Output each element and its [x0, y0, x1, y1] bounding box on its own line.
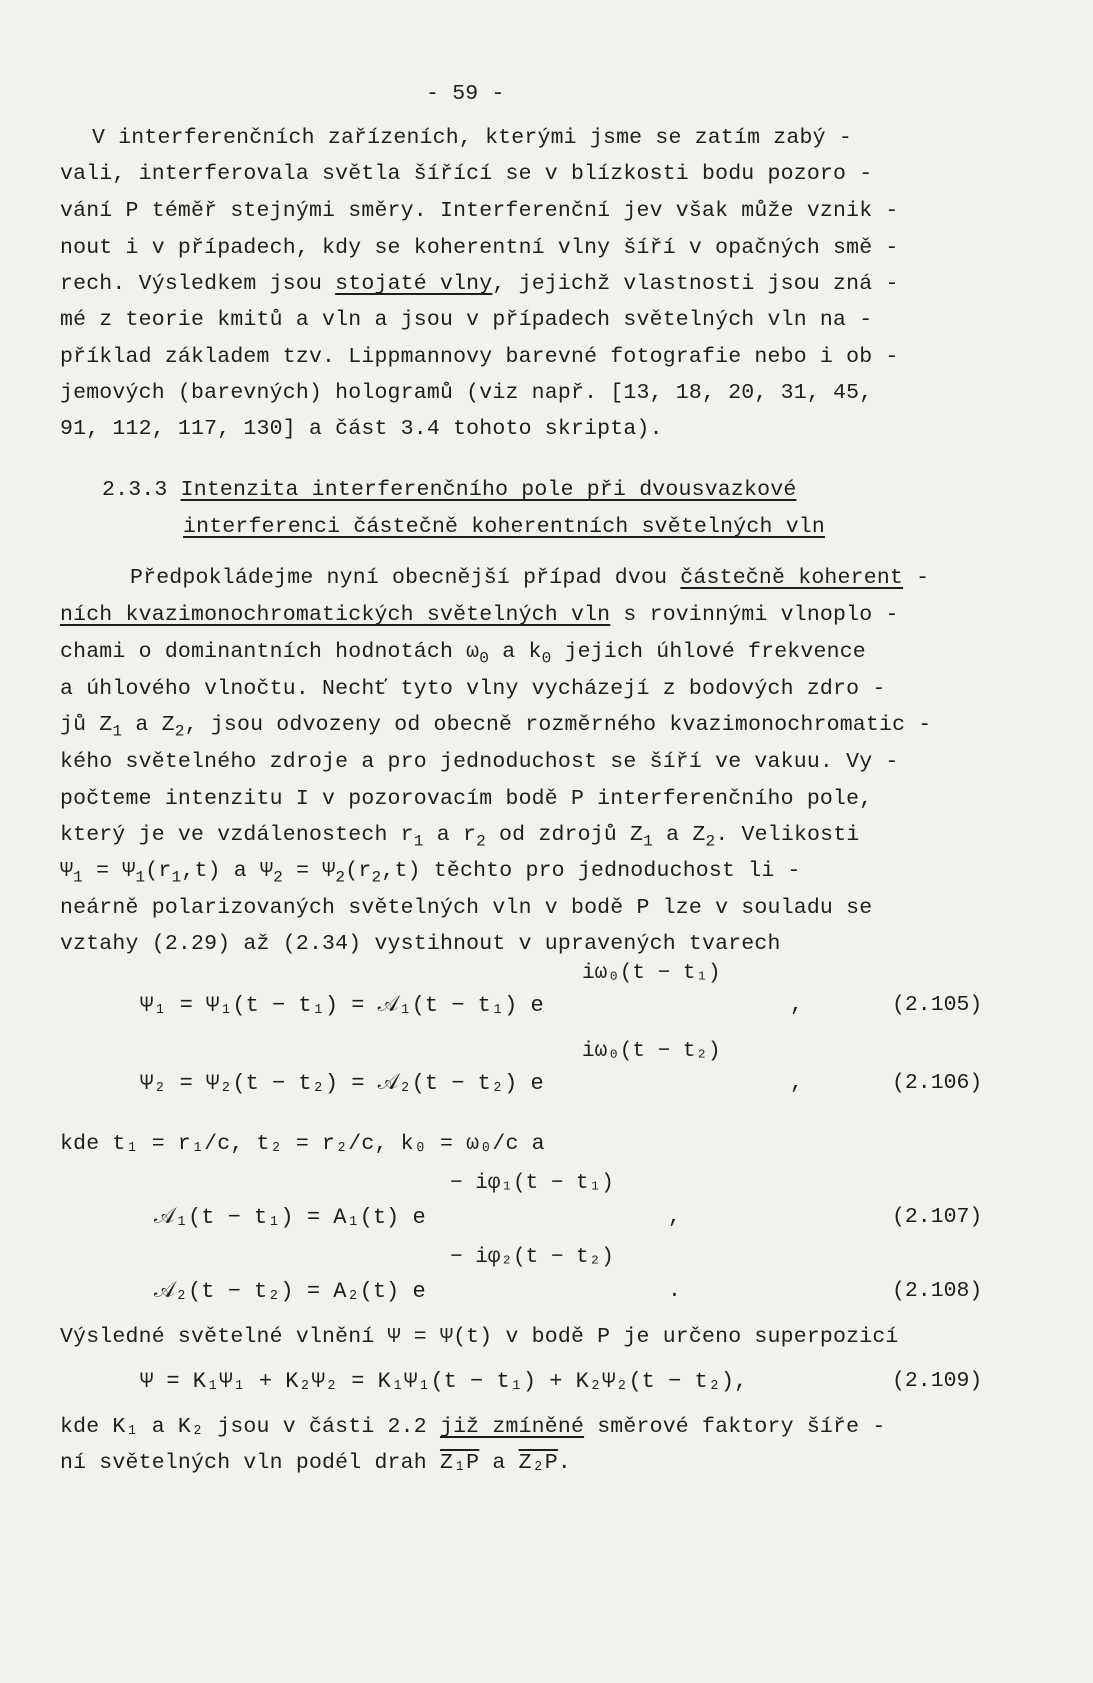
p1-line-8: jemových (barevných) hologramů (viz např. [13, 18, 20, 31, 45, [60, 381, 873, 405]
section-heading-line-2 [183, 515, 825, 539]
p2-l9l: 2 [371, 868, 382, 887]
p2-l1b: částečně koherent [680, 566, 904, 590]
p2-l5e: , jsou odvozeny od obecně rozměrného kvazimonochromatic - [184, 713, 932, 737]
p2-l8i: . Velikosti [715, 823, 860, 847]
p2-line-9 [60, 859, 801, 887]
term-standing-waves: stojaté vlny [335, 272, 493, 296]
p2-l9a: Ψ [60, 859, 74, 883]
p2-l9e: (r [145, 859, 172, 883]
eq-106-punct: , [790, 1071, 803, 1095]
eq-108-number: (2.108) [892, 1279, 983, 1303]
p1-line-1: V interferenčních zařízeních, kterými jsme se zatím zabý - [92, 126, 852, 150]
eq-105-body: Ψ₁ = Ψ₁(t − t₁) = 𝒜₁(t − t₁) e [140, 993, 544, 1018]
p2-l8a: který je ve vzdálenostech r [60, 823, 414, 847]
final-l2d: Z₂P [518, 1451, 558, 1475]
p2-line-10: neárně polarizovaných světelných vln v bodě P lze v souladu se [60, 896, 873, 920]
final-l2a: ní světelných vln podél drah [60, 1451, 440, 1475]
eq-106-number: (2.106) [892, 1071, 983, 1095]
p2-l9b: 1 [73, 868, 83, 887]
p2-l8h: 2 [705, 832, 716, 851]
p2-line-8 [60, 823, 860, 851]
final-line-2 [60, 1451, 571, 1475]
eq-108-punct: . [668, 1279, 681, 1303]
p2-l8c: a r [423, 823, 477, 847]
section-heading-line-1 [102, 478, 796, 502]
eq-109-body: Ψ = K₁Ψ₁ + K₂Ψ₂ = K₁Ψ₁(t − t₁) + K₂Ψ₂(t − t₂), [140, 1369, 748, 1394]
page-number: - 59 - [426, 82, 505, 106]
p2-l9k: (r [345, 859, 372, 883]
final-line-1 [60, 1415, 885, 1439]
p2-l8b: 1 [413, 832, 424, 851]
p2-l3b: 0 [479, 649, 490, 668]
p1-line-6: mé z teorie kmitů a vln a jsou v případech světelných vln na - [60, 308, 873, 332]
p1-line-5-text-a: rech. Výsledkem jsou [60, 272, 336, 296]
p2-l9i: = Ψ [282, 859, 336, 883]
eq-108-exponent: − iφ₂(t − t₂) [450, 1246, 614, 1269]
p2-l9j: 2 [335, 868, 346, 887]
eq-107-exponent: − iφ₁(t − t₁) [450, 1172, 614, 1195]
p2-line-11: vztahy (2.29) až (2.34) vystihnout v upravených tvarech [60, 932, 781, 956]
p2-l1a: Předpokládejme nyní obecnější případ dvou [130, 566, 681, 590]
p2-line-2 [60, 603, 899, 627]
p2-l9d: 1 [135, 868, 146, 887]
p2-l8f: 1 [643, 832, 654, 851]
p2-line-7: počteme intenzitu I v pozorovacím bodě P interferenčního pole, [60, 787, 873, 811]
eq-107-body: 𝒜₁(t − t₁) = A₁(t) e [154, 1205, 426, 1230]
p2-l9c: = Ψ [82, 859, 136, 883]
final-l2c: a [479, 1451, 519, 1475]
p2-l2b: s rovinnými vlnoplo - [610, 603, 899, 627]
eq-109-number: (2.109) [892, 1369, 983, 1393]
p2-line-6: kého světelného zdroje a pro jednoduchost se šíří ve vakuu. Vy - [60, 750, 899, 774]
p2-l9g: ,t) a Ψ [181, 859, 274, 883]
final-l1b: již zmíněné [439, 1415, 585, 1439]
section-number: 2.3.3 [102, 478, 168, 502]
eq-107-punct: , [668, 1205, 681, 1229]
kde-line: kde t₁ = r₁/c, t₂ = r₂/c, k₀ = ω₀/c a [60, 1132, 545, 1156]
p2-l2a: ních kvazimonochromatických světelných vln [60, 603, 611, 627]
final-l1c: směrové faktory šíře - [584, 1415, 886, 1439]
p2-l5b: 1 [112, 722, 123, 741]
final-l2e: . [557, 1451, 572, 1475]
p2-l3c: a k [489, 640, 542, 664]
p2-l8g: a Z [653, 823, 706, 847]
p1-line-9: 91, 112, 117, 130] a část 3.4 tohoto skripta). [60, 417, 663, 441]
p2-l3a: chami o dominantních hodnotách ω [60, 640, 480, 664]
eq-106-exponent: iω₀(t − t₂) [582, 1040, 721, 1063]
eq-107-number: (2.107) [892, 1205, 983, 1229]
p2-l8e: od zdrojů Z [485, 823, 644, 847]
p1-line-2: vali, interferovala světla šířící se v blízkosti bodu pozoro - [60, 162, 873, 186]
p1-line-5 [60, 272, 899, 296]
section-title-2: interferenci částečně koherentních světelných vln [183, 515, 826, 539]
eq-105-punct: , [790, 993, 803, 1017]
eq-106-body: Ψ₂ = Ψ₂(t − t₂) = 𝒜₂(t − t₂) e [140, 1071, 544, 1096]
section-title-1: Intenzita interferenčního pole při dvousvazkové [180, 478, 797, 502]
result-line: Výsledné světelné vlnění Ψ = Ψ(t) v bodě P je určeno superpozicí [60, 1325, 899, 1349]
p1-line-7: příklad základem tzv. Lippmannovy barevné fotografie nebo i ob - [60, 345, 899, 369]
p2-line-5 [60, 713, 932, 741]
eq-108-body: 𝒜₂(t − t₂) = A₂(t) e [154, 1279, 426, 1304]
p2-l9h: 2 [273, 868, 283, 887]
p1-line-5-text-b: , jejichž vlastnosti jsou zná - [492, 272, 899, 296]
p2-l5c: a Z [122, 713, 175, 737]
p2-l8d: 2 [476, 832, 486, 851]
final-l2b: Z₁P [439, 1451, 480, 1475]
eq-105-number: (2.105) [892, 993, 983, 1017]
p2-line-4: a úhlového vlnočtu. Nechť tyto vlny vycházejí z bodových zdro - [60, 677, 886, 701]
p2-l5d: 2 [174, 722, 185, 741]
p2-line-1 [130, 566, 929, 590]
p2-l3d: 0 [541, 649, 552, 668]
p2-l9f: 1 [171, 868, 182, 887]
final-l1a: kde K₁ a K₂ jsou v části 2.2 [60, 1415, 440, 1439]
p2-l1c: - [903, 566, 930, 590]
p1-line-4: nout i v případech, kdy se koherentní vlny šíří v opačných smě - [60, 236, 899, 260]
p2-l9m: ,t) těchto pro jednoduchost li - [381, 859, 801, 883]
eq-105-exponent: iω₀(t − t₁) [582, 962, 721, 985]
p2-l5a: jů Z [60, 713, 113, 737]
p2-line-3 [60, 640, 866, 668]
p2-l3e: jejich úhlové frekvence [551, 640, 866, 664]
p1-line-3: vání P téměř stejnými směry. Interferenční jev však může vznik - [60, 199, 899, 223]
